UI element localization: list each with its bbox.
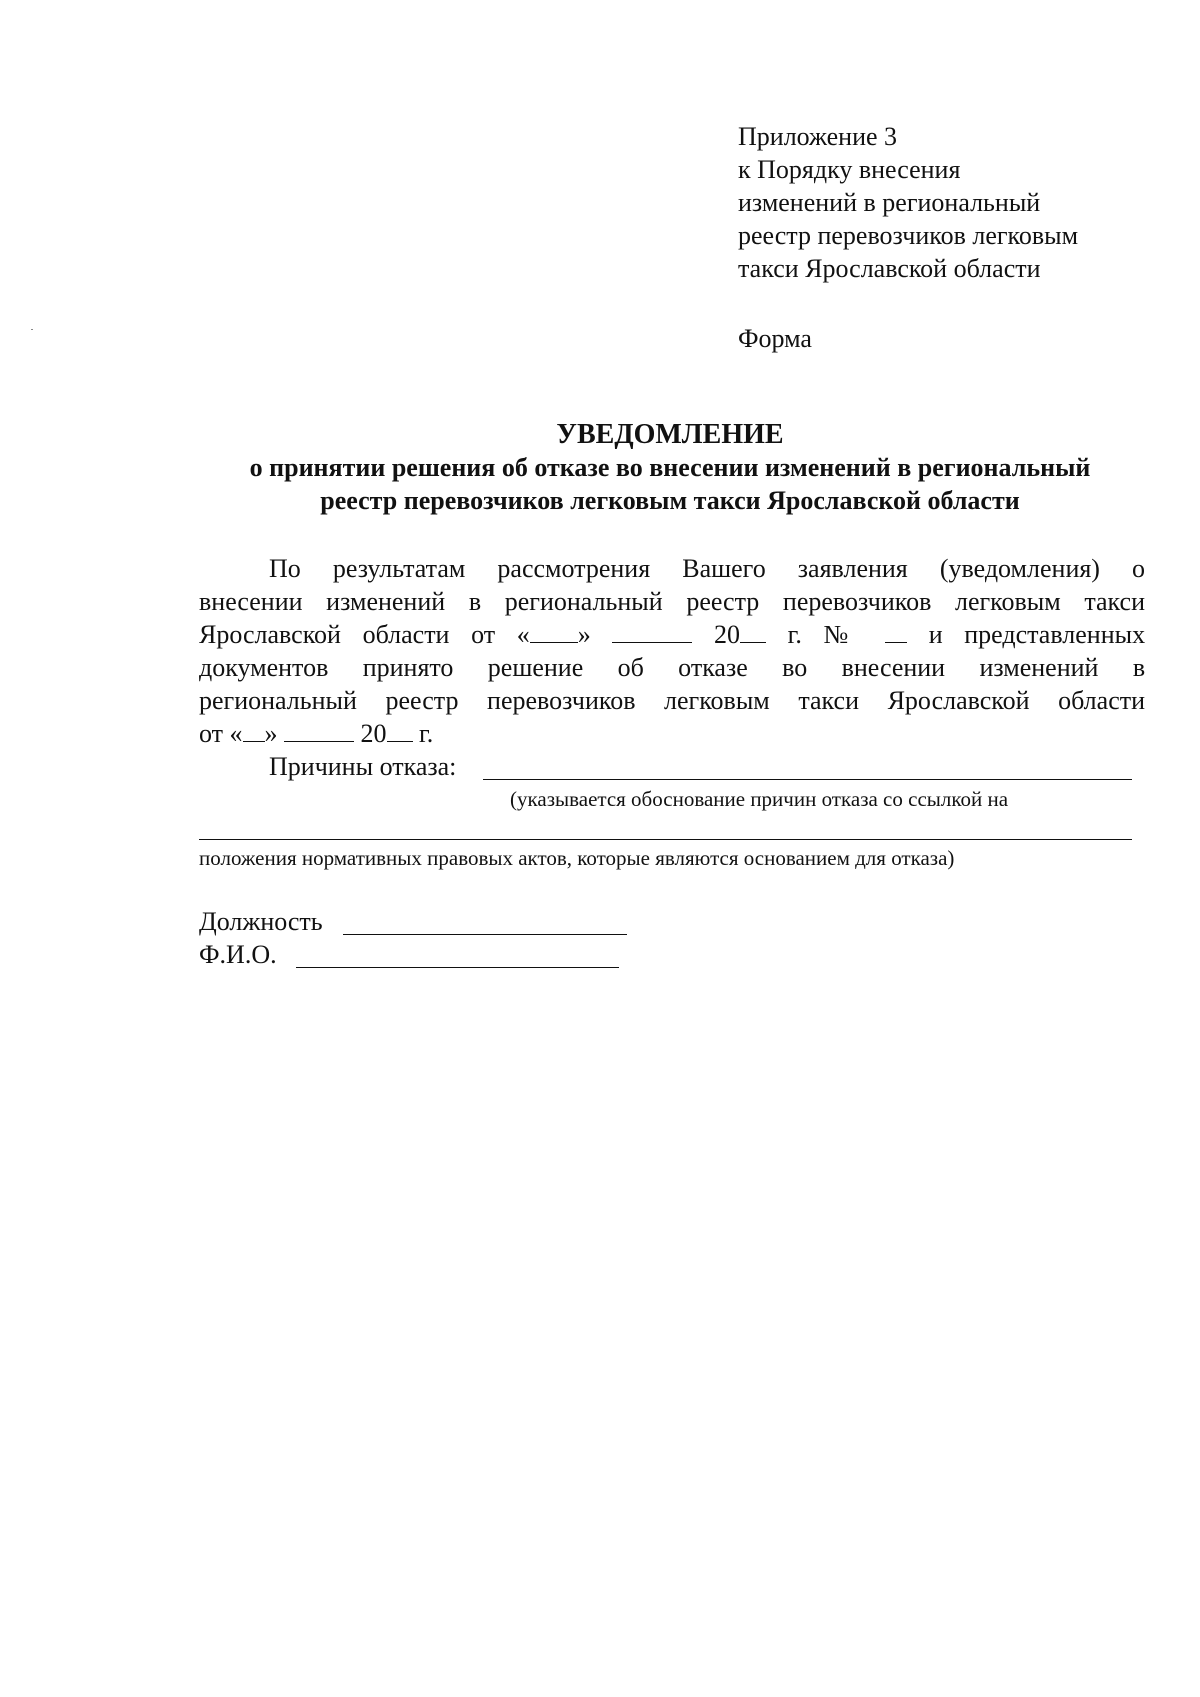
word: такси — [1084, 587, 1145, 616]
reasons-blank-line[interactable] — [483, 779, 1132, 780]
body-line-1 — [199, 552, 1145, 585]
number-field[interactable] — [824, 620, 908, 649]
year-prefix: 20 — [360, 719, 387, 748]
word: документов — [199, 653, 329, 682]
fio-label: Ф.И.О. — [199, 940, 277, 969]
quote-close: » — [264, 719, 278, 748]
word: (уведомления) — [939, 554, 1100, 583]
appendix-line: такси Ярославской области — [738, 254, 1041, 283]
appendix-header — [738, 120, 1078, 285]
word: внесении — [199, 587, 303, 616]
reasons-blank-line-2[interactable] — [199, 839, 1132, 840]
decision-day-field[interactable] — [230, 719, 278, 748]
word: изменений — [326, 587, 446, 616]
word: от — [199, 719, 224, 748]
decision-month-blank[interactable] — [284, 719, 354, 742]
title-subline: о принятии решения об отказе во внесении изменений в региональный — [249, 453, 1091, 482]
body-line-2 — [199, 585, 1145, 618]
word: г. — [787, 620, 802, 649]
position-label: Должность — [199, 907, 323, 936]
decision-day-blank[interactable] — [243, 719, 265, 742]
word: Ярославской — [199, 620, 341, 649]
word: перевозчиков — [487, 686, 636, 715]
year-prefix: 20 — [714, 620, 741, 649]
body-line-6 — [199, 717, 1145, 750]
number-blank[interactable] — [885, 620, 907, 643]
body-line-4 — [199, 651, 1145, 684]
quote-open: « — [516, 620, 530, 649]
word: решение — [487, 653, 584, 682]
word: рассмотрения — [497, 554, 651, 583]
position-blank-line[interactable] — [343, 934, 627, 935]
month-blank[interactable] — [612, 620, 692, 643]
appendix-line: реестр перевозчиков легковым — [738, 221, 1079, 250]
number-sign: № — [823, 620, 864, 649]
decision-year-blank[interactable] — [387, 719, 413, 742]
word: во — [782, 653, 808, 682]
word: представленных — [964, 620, 1146, 649]
word: результатам — [332, 554, 466, 583]
day-blank[interactable] — [530, 620, 578, 643]
word: принято — [362, 653, 454, 682]
word: области — [362, 620, 450, 649]
word: Ярославской — [887, 686, 1030, 715]
word: Вашего — [682, 554, 766, 583]
appendix-line: к Порядку внесения — [738, 155, 961, 184]
word: региональный — [199, 686, 357, 715]
word: и — [928, 620, 943, 649]
quote-close: » — [577, 620, 591, 649]
word: отказе — [678, 653, 748, 682]
word: легковым — [664, 686, 770, 715]
word: от — [471, 620, 496, 649]
reasons-hint-2: положения нормативных правовых актов, которые являются основанием для отказа) — [199, 846, 955, 870]
word: заявления — [797, 554, 908, 583]
appendix-line: изменений в региональный — [738, 188, 1041, 217]
body-line-5 — [199, 684, 1145, 717]
word: перевозчиков — [782, 587, 932, 616]
word: реестр — [686, 587, 760, 616]
title-subline: реестр перевозчиков легковым такси Ярославской области — [320, 486, 1020, 515]
body-paragraph — [199, 552, 1145, 750]
word: в — [468, 587, 482, 616]
date-day-field[interactable] — [517, 620, 591, 649]
appendix-line: Приложение 3 — [738, 122, 898, 151]
reasons-label: Причины отказа: — [269, 752, 457, 781]
word: об — [617, 653, 644, 682]
fio-blank-line[interactable] — [296, 967, 619, 968]
year-blank[interactable] — [740, 620, 766, 643]
word: региональный — [504, 587, 663, 616]
word: изменений — [979, 653, 1099, 682]
body-line-3 — [199, 618, 1145, 651]
year-field[interactable] — [714, 620, 766, 649]
word: легковым — [954, 587, 1061, 616]
decision-year-field[interactable] — [361, 719, 413, 748]
quote-open: « — [229, 719, 243, 748]
word: внесении — [841, 653, 946, 682]
title-main: УВЕДОМЛЕНИЕ — [556, 419, 784, 450]
word: реестр — [385, 686, 459, 715]
scan-artifact — [31, 329, 33, 330]
word: г. — [419, 719, 434, 748]
word: По — [269, 554, 301, 583]
document-title — [180, 418, 1160, 517]
reasons-hint-1: (указывается обоснование причин отказа со ссылкой на — [510, 787, 1009, 811]
word: области — [1058, 686, 1146, 715]
word: в — [1132, 653, 1146, 682]
word: такси — [798, 686, 859, 715]
word: о — [1132, 554, 1146, 583]
form-label: Форма — [738, 324, 812, 353]
